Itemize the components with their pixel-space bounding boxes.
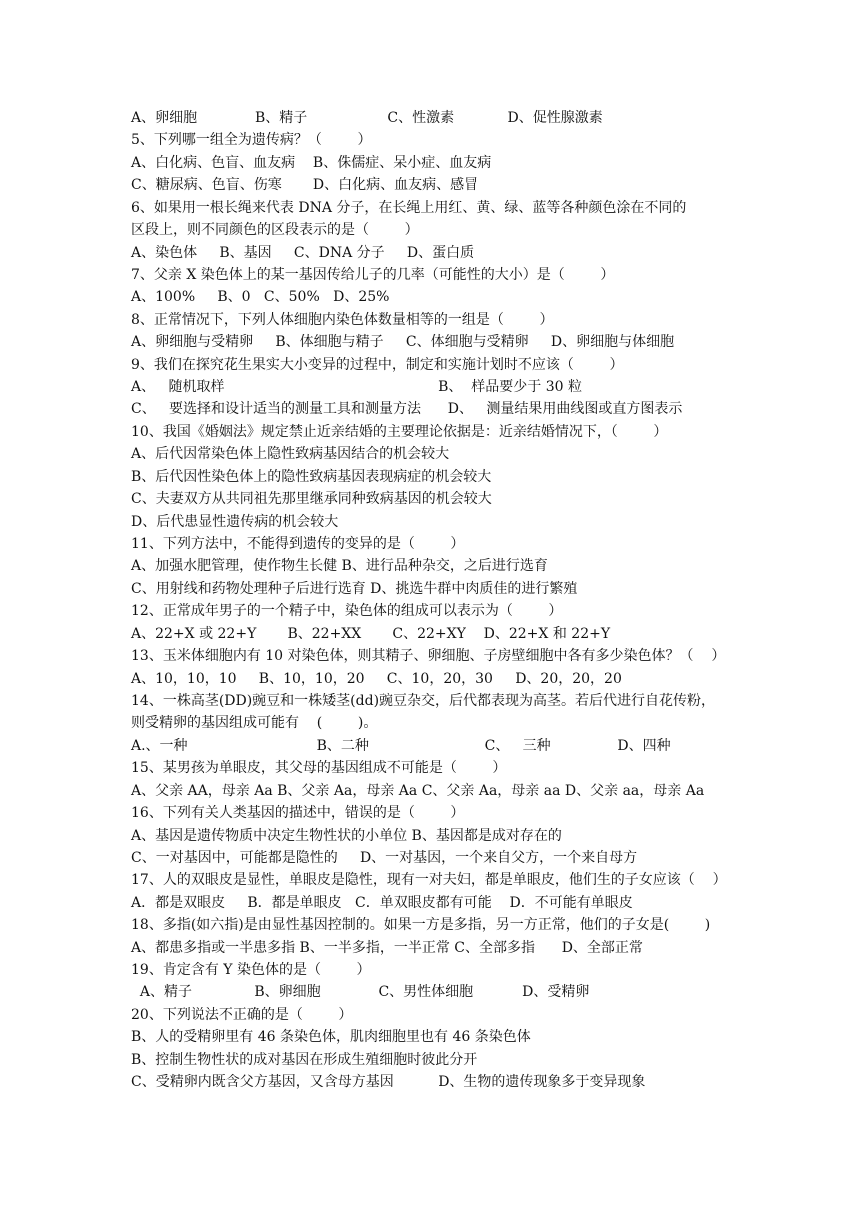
text-line: C、夫妻双方从共同祖先那里继承同种致病基因的机会较大 [131, 491, 492, 508]
text-line: C、受精卵内既含父方基因，又含母方基因 D、生物的遗传现象多于变异现象 [131, 1074, 646, 1091]
text-line: A、都患多指或一半患多指 B、一半多指，一半正常 C、全部多指 D、全部正常 [131, 939, 643, 956]
text-line: 11、下列方法中，不能得到遗传的变异的是（ ） [131, 536, 465, 553]
text-line: B、人的受精卵里有 46 条染色体，肌肉细胞里也有 46 条染色体 [131, 1029, 531, 1046]
text-line: A、父亲 AA，母亲 Aa B、父亲 Aa，母亲 Aa C、父亲 Aa，母亲 aa D、父亲 aa，母亲 Aa [131, 782, 705, 799]
text-line: A、10，10，10 B、10，10，20 C、10，20，30 D、20，20，20 [131, 670, 622, 687]
text-line: A、卵细胞与受精卵 B、体细胞与精子 C、体细胞与受精卵 D、卵细胞与体细胞 [131, 334, 675, 351]
text-line: 19、肯定含有 Y 染色体的是（ ） [131, 962, 371, 979]
text-line: C、糖尿病、色盲、伤寒 D、白化病、血友病、感冒 [131, 177, 479, 194]
text-line: 18、多指(如六指)是由显性基因控制的。如果一方是多指，另一方正常，他们的子女是( ) [131, 917, 711, 934]
text-line: 9、我们在探究花生果实大小变异的过程中，制定和实施计划时不应该（ ） [131, 356, 624, 373]
text-line: 12、正常成年男子的一个精子中，染色体的组成可以表示为（ ） [131, 603, 563, 620]
text-line: C、 要选择和设计适当的测量工具和测量方法 D、 测量结果用曲线图或直方图表示 [131, 401, 683, 418]
text-line: 6、如果用一根长绳来代表 DNA 分子，在长绳上用红、黄、绿、蓝等各种颜色涂在不同的 [131, 199, 687, 216]
text-line: A、卵细胞 B、精子 C、性激素 D、促性腺激素 [131, 110, 603, 126]
text-line: B、控制生物性状的成对基因在形成生殖细胞时彼此分开 [131, 1051, 478, 1068]
text-line: A、100% B、0 C、50% D、25% [131, 289, 390, 306]
text-line: 16、下列有关人类基因的描述中，错误的是（ ） [131, 805, 465, 822]
text-line: A、后代因常染色体上隐性致病基因结合的机会较大 [131, 446, 450, 463]
text-line: A、染色体 B、基因 C、DNA 分子 D、蛋白质 [131, 244, 475, 261]
text-line: A、加强水肥管理，使作物生长健 B、进行品种杂交，之后进行选育 [131, 558, 548, 575]
text-line: 10、我国《婚姻法》规定禁止近亲结婚的主要理论依据是：近亲结婚情况下，（ ） [131, 423, 668, 440]
text-line: C、用射线和药物处理种子后进行选育 D、挑选牛群中肉质佳的进行繁殖 [131, 580, 578, 597]
text-line: 20、下列说法不正确的是（ ） [131, 1006, 353, 1023]
text-line: 14、一株高茎(DD)豌豆和一株矮茎(dd)豌豆杂交，后代都表现为高茎。若后代进行自花传粉， [131, 692, 716, 709]
text-line: 17、人的双眼皮是显性，单眼皮是隐性，现有一对夫妇，都是单眼皮，他们生的子女应该（ ） [131, 872, 727, 889]
text-line: D、后代患显性遗传病的机会较大 [131, 513, 339, 530]
text-line: 13、玉米体细胞内有 10 对染色体，则其精子、卵细胞、子房壁细胞中各有多少染色体？（ ） [131, 648, 726, 665]
text-line: B、后代因性染色体上的隐性致病基因表现病症的机会较大 [131, 468, 492, 485]
question-lines [131, 107, 731, 1094]
text-line: A、22+X 或 22+Y B、22+XX C、22+XY D、22+X 和 22+Y [131, 625, 611, 642]
text-line: 区段上，则不同颜色的区段表示的是（ ） [131, 222, 419, 239]
text-line: A、精子 B、卵细胞 C、男性体细胞 D、受精卵 [131, 984, 590, 1001]
text-line: 15、某男孩为单眼皮，其父母的基因组成不可能是（ ） [131, 760, 507, 777]
text-line: 7、父亲 X 染色体上的某一基因传给儿子的几率（可能性的大小）是（ ） [131, 266, 615, 283]
text-line: 5、下列哪一组全为遗传病？（ ） [131, 132, 372, 149]
text-line: A、白化病、色盲、血友病 B、侏儒症、呆小症、血友病 [131, 154, 492, 171]
text-line: C、一对基因中，可能都是隐性的 D、一对基因，一个来自父方，一个来自母方 [131, 849, 638, 866]
text-line: 则受精卵的基因组成可能有 ( )。 [131, 715, 378, 732]
text-line: A.、一种 B、二种 C、 三种 D、四种 [131, 737, 671, 754]
text-line: A．都是双眼皮 B．都是单眼皮 C．单双眼皮都有可能 D．不可能有单眼皮 [131, 894, 633, 911]
text-line: 8、正常情况下，下列人体细胞内染色体数量相等的一组是（ ） [131, 311, 554, 328]
text-line: A、 随机取样 B、 样品要少于 30 粒 [131, 379, 582, 396]
text-line: A、基因是遗传物质中决定生物性状的小单位 B、基因都是成对存在的 [131, 827, 562, 844]
